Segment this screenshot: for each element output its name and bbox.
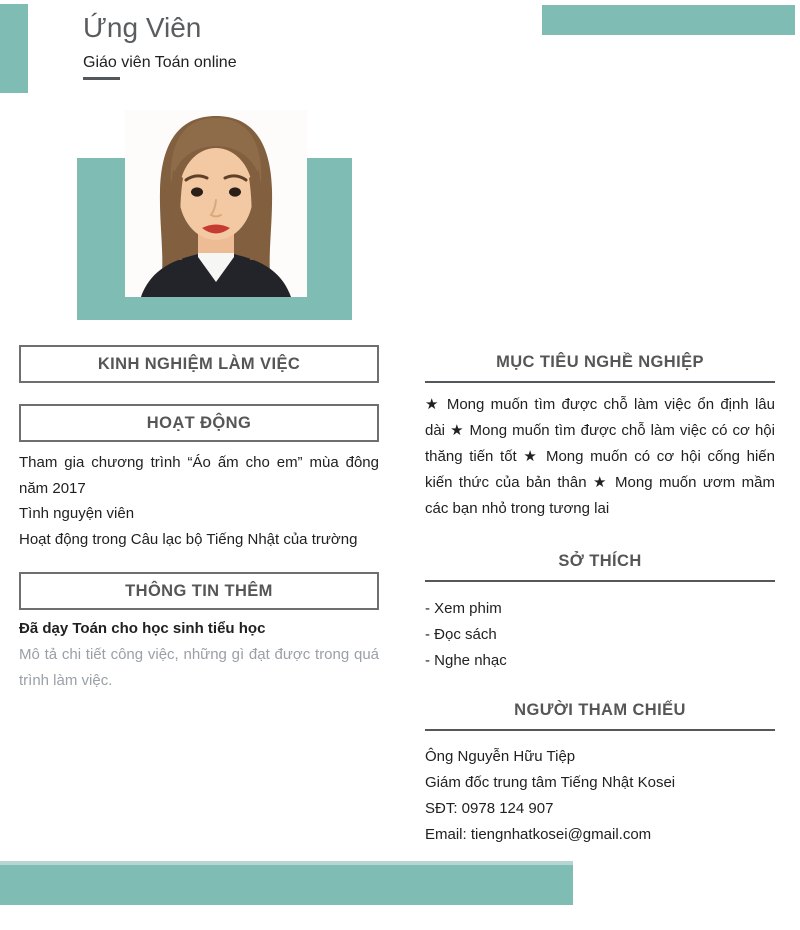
job-title-underline bbox=[83, 77, 120, 80]
reference-phone: SĐT: 0978 124 907 bbox=[425, 800, 554, 817]
hobby-item: - Đọc sách bbox=[425, 626, 497, 643]
section-heading-additional-info: THÔNG TIN THÊM bbox=[19, 572, 379, 610]
career-objective-paragraph: ★ Mong muốn tìm được chỗ làm việc ổn định lâu dài ★ Mong muốn tìm được chỗ làm việc có cơ hội thăng tiến tốt ★ Mong muốn có cơ hội cống hiến kiến thức của bản thân ★ Mong muốn ươm mầm các bạn nhỏ trong tương lai bbox=[425, 396, 775, 517]
reference-email: Email: tiengnhatkosei@gmail.com bbox=[425, 826, 652, 843]
accent-block-top-left bbox=[0, 4, 28, 93]
section-heading-career-objective: MỤC TIÊU NGHỀ NGHIỆP bbox=[425, 353, 775, 383]
section-heading-hobbies: SỞ THÍCH bbox=[425, 552, 775, 582]
reference-name: Ông Nguyễn Hữu Tiệp bbox=[425, 748, 576, 765]
activities-line: Tình nguyện viên bbox=[19, 505, 135, 522]
profile-photo bbox=[125, 110, 307, 297]
section-heading-experience: KINH NGHIỆM LÀM VIỆC bbox=[19, 345, 379, 383]
additional-info-placeholder: Mô tả chi tiết công việc, những gì đạt được trong quá trình làm việc. bbox=[19, 646, 379, 689]
hobbies-list bbox=[425, 596, 775, 674]
references-list bbox=[425, 744, 775, 848]
accent-bar-bottom bbox=[0, 865, 573, 905]
hobby-item: - Xem phim bbox=[425, 600, 502, 617]
accent-bar-top-right bbox=[542, 5, 795, 35]
additional-info-line: Đã dạy Toán cho học sinh tiểu học bbox=[19, 620, 266, 637]
candidate-name: Ứng Viên bbox=[83, 12, 202, 43]
portrait-illustration bbox=[125, 110, 307, 297]
section-heading-references: NGƯỜI THAM CHIẾU bbox=[425, 701, 775, 731]
activities-line: Hoạt động trong Câu lạc bộ Tiếng Nhật của trường bbox=[19, 531, 358, 548]
reference-position: Giám đốc trung tâm Tiếng Nhật Kosei bbox=[425, 774, 676, 791]
job-title: Giáo viên Toán online bbox=[83, 54, 237, 71]
activities-line: Tham gia chương trình “Áo ấm cho em” mùa đông năm 2017 bbox=[19, 454, 379, 497]
hobby-item: - Nghe nhạc bbox=[425, 652, 507, 669]
section-heading-activities: HOẠT ĐỘNG bbox=[19, 404, 379, 442]
